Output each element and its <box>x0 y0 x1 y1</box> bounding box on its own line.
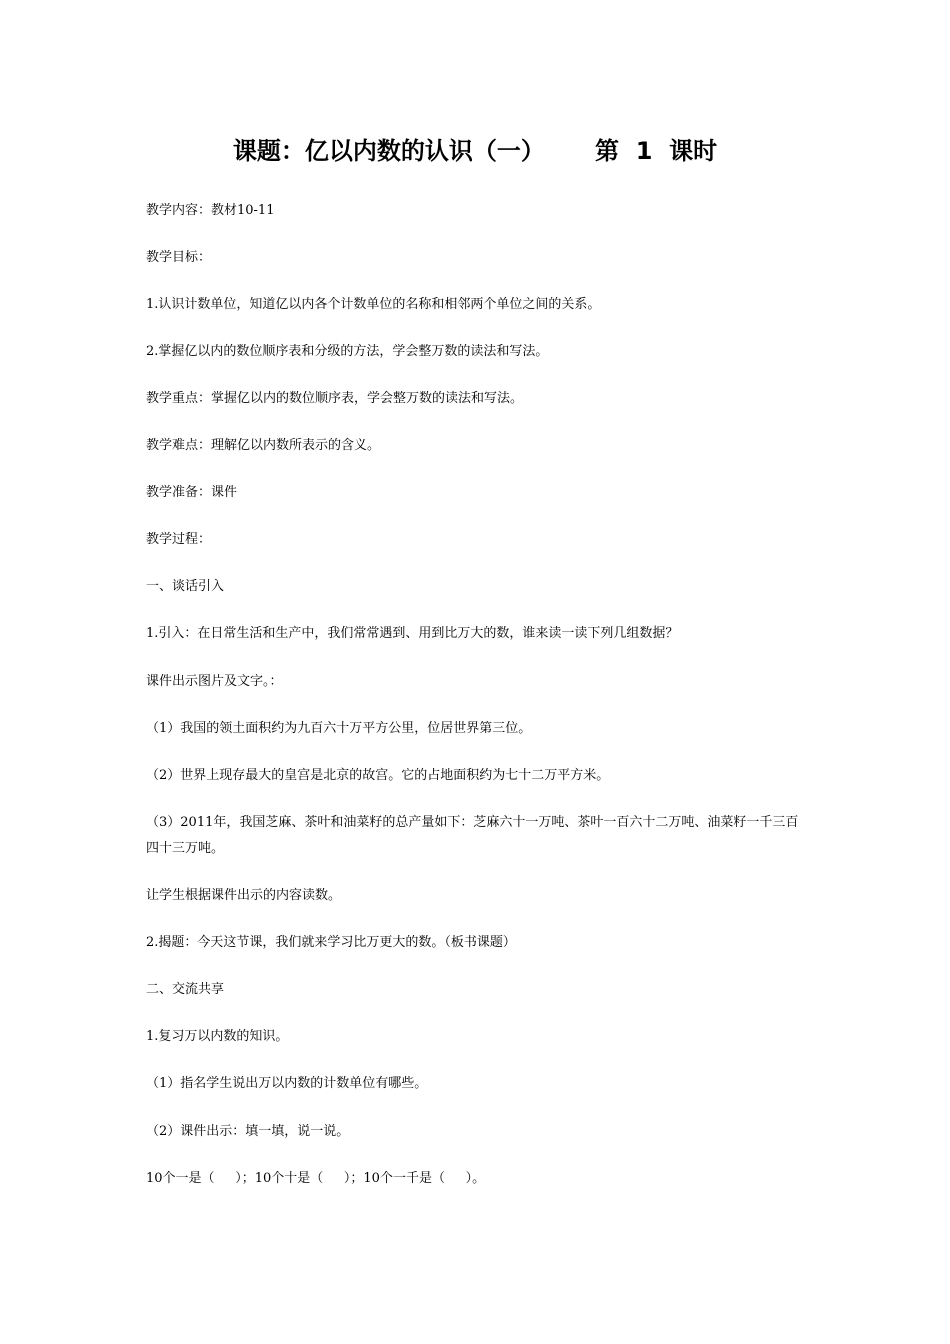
teaching-process-heading: 教学过程： <box>146 532 212 547</box>
teaching-difficulty: 教学难点：理解亿以内数所表示的含义。 <box>146 438 381 453</box>
lesson-title: 课题：亿以内数的认识（一） 第 1 课时 <box>232 137 718 165</box>
teaching-content: 教学内容：教材10-11 <box>146 203 275 218</box>
goal-item-2: 2.掌握亿以内的数位顺序表和分级的方法，学会整万数的读法和写法。 <box>146 344 549 359</box>
review-item-1: （1）指名学生说出万以内数的计数单位有哪些。 <box>146 1076 428 1091</box>
slide-note: 课件出示图片及文字。： <box>146 674 283 689</box>
review-item-2: （2）课件出示：填一填，说一说。 <box>146 1124 350 1139</box>
teaching-goals-heading: 教学目标： <box>146 250 212 265</box>
reading-instruction: 让学生根据课件出示的内容读数。 <box>146 888 342 903</box>
section-heading-2: 二、交流共享 <box>146 982 225 997</box>
teaching-focus: 教学重点：掌握亿以内的数位顺序表，学会整万数的读法和写法。 <box>146 391 524 406</box>
intro-paragraph: 1.引入：在日常生活和生产中，我们常常遇到、用到比万大的数，谁来读一读下列几组数据？ <box>146 626 679 641</box>
topic-reveal: 2.揭题：今天这节课，我们就来学习比万更大的数。（板书课题） <box>146 935 516 950</box>
data-item-2: （2）世界上现存最大的皇宫是北京的故宫。它的占地面积约为七十二万平方米。 <box>146 768 610 783</box>
goal-item-1: 1.认识计数单位，知道亿以内各个计数单位的名称和相邻两个单位之间的关系。 <box>146 297 601 312</box>
data-item-1: （1）我国的领土面积约为九百六十万平方公里，位居世界第三位。 <box>146 721 532 736</box>
data-item-3: （3）2011年，我国芝麻、茶叶和油菜籽的总产量如下：芝麻六十一万吨、茶叶一百六十二万吨、油菜籽一千三百四十三万吨。 <box>146 815 799 856</box>
fill-in-exercise: 10个一是（ ）；10个十是（ ）；10个一千是（ ）。 <box>146 1171 486 1186</box>
review-heading: 1.复习万以内数的知识。 <box>146 1029 289 1044</box>
section-heading-1: 一、谈话引入 <box>146 579 225 594</box>
teaching-preparation: 教学准备：课件 <box>146 485 238 500</box>
